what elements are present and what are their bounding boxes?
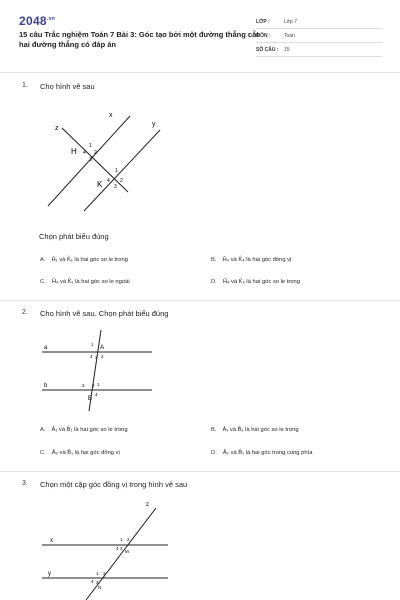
fig2-A-angle-4: 4	[90, 354, 93, 359]
document-title: 15 câu Trắc nghiệm Toán 7 Bài 3: Góc tạo bởi một đường thẳng cắt hai đường thẳng có đáp án	[19, 30, 259, 49]
fig3-N-angle-4: 4	[91, 579, 94, 584]
fig1-label-y: y	[152, 121, 156, 128]
fig3-M-angle-2: 2	[127, 537, 130, 542]
fig2-B-angle-1: 1	[97, 382, 100, 387]
fig1-H-angle-1: 1	[89, 143, 92, 149]
q1-option-c-text: Ĥ₄ và K̂₁ là hai góc so le ngoài	[51, 279, 130, 285]
fig3-label-N: N	[98, 585, 102, 590]
question-1-number: 1.	[22, 82, 28, 89]
question-3-text: Chọn một cặp góc đồng vị trong hình vẽ sau	[40, 480, 188, 489]
fig3-label-M: M	[125, 549, 129, 554]
question-1-prompt: Chọn phát biểu đúng	[39, 232, 109, 241]
question-1-text: Cho hình vẽ sau	[40, 82, 95, 91]
fig2-label-a: a	[44, 345, 48, 351]
q1-option-a-letter: A.	[40, 257, 46, 263]
fig3-N-angle-1: 1	[96, 571, 99, 576]
fig2-A-angle-2: 2	[101, 354, 104, 359]
fig1-H-angle-3: 3	[89, 157, 92, 163]
fig1-label-K: K	[97, 180, 103, 189]
fig2-B-angle-2: 2	[82, 383, 85, 388]
fig2-label-A: A	[100, 345, 105, 351]
fig2-A-angle-1: 1	[91, 342, 94, 347]
q1-option-a-text: Ĥ₁ và K̂₁ là hai góc so le trong	[51, 257, 128, 263]
fig3-N-angle-2: 2	[103, 571, 106, 576]
q2-option-d-text: Â₂ và B̂₁ là hai góc trong cùng phía	[222, 450, 313, 456]
fig2-A-angle-3: 3	[95, 355, 98, 360]
fig1-K-angle-1: 1	[115, 168, 118, 174]
fig3-label-x: x	[50, 538, 53, 544]
meta-class-key: LỚP :	[256, 19, 270, 25]
q2-option-c-letter: C.	[40, 450, 46, 456]
question-3-number: 3.	[22, 480, 28, 487]
q1-option-d-letter: D.	[211, 279, 217, 285]
fig1-H-angle-2: 2	[94, 150, 97, 156]
fig1-label-z: z	[55, 125, 59, 132]
fig1-label-H: H	[71, 147, 77, 156]
meta-subject-key: MÔN :	[256, 33, 271, 39]
fig1-label-x: x	[109, 112, 113, 119]
q2-option-b-text: Â₁ và B̂₁ là hai góc so le trong	[222, 427, 299, 433]
q2-option-a-text: Â₁ và B̂₁ là hai góc so le trong	[51, 427, 128, 433]
fig2-B-angle-3: 3	[92, 383, 95, 388]
fig3-M-angle-4: 4	[116, 546, 119, 551]
fig2-label-B: B	[88, 396, 93, 402]
fig3-N-angle-3: 3	[96, 580, 99, 585]
q2-option-c-text: Â₂ và B̂₁ là hai góc đồng vị	[51, 450, 120, 456]
fig3-label-y: y	[48, 571, 51, 577]
fig3-label-z: z	[146, 502, 149, 508]
q1-option-b-letter: B.	[211, 257, 217, 263]
meta-subject-value: Toán	[284, 33, 295, 39]
q1-option-d-text: Ĥ₄ và K̂₂ là hai góc so le trong	[222, 279, 300, 285]
site-logo[interactable]: $2048^{.vn}$	[19, 14, 56, 28]
q1-option-c-letter: C.	[40, 279, 46, 285]
meta-class-value: Lớp 7	[284, 19, 298, 25]
q1-option-b-text: Ĥ₄ và K̂₄ là hai góc đồng vị	[222, 257, 292, 263]
fig3-M-angle-1: 1	[120, 537, 123, 542]
fig2-B-angle-4: 4	[95, 392, 98, 397]
fig1-K-angle-2: 2	[120, 178, 123, 184]
fig3-M-angle-3: 3	[120, 546, 123, 551]
fig1-H-angle-4: 4	[83, 150, 86, 156]
meta-count-key: SỐ CÂU :	[256, 47, 279, 53]
q2-option-a-letter: A.	[40, 427, 46, 433]
fig1-K-angle-4: 4	[107, 178, 110, 184]
q2-option-b-letter: B.	[211, 427, 217, 433]
fig2-label-b: b	[44, 383, 48, 389]
question-2-text: Cho hình vẽ sau. Chọn phát biểu đúng	[40, 309, 169, 318]
fig1-K-angle-3: 3	[114, 184, 117, 190]
q2-option-d-letter: D.	[211, 450, 217, 456]
meta-count-value: 15	[284, 47, 290, 53]
question-2-number: 2.	[22, 309, 28, 316]
